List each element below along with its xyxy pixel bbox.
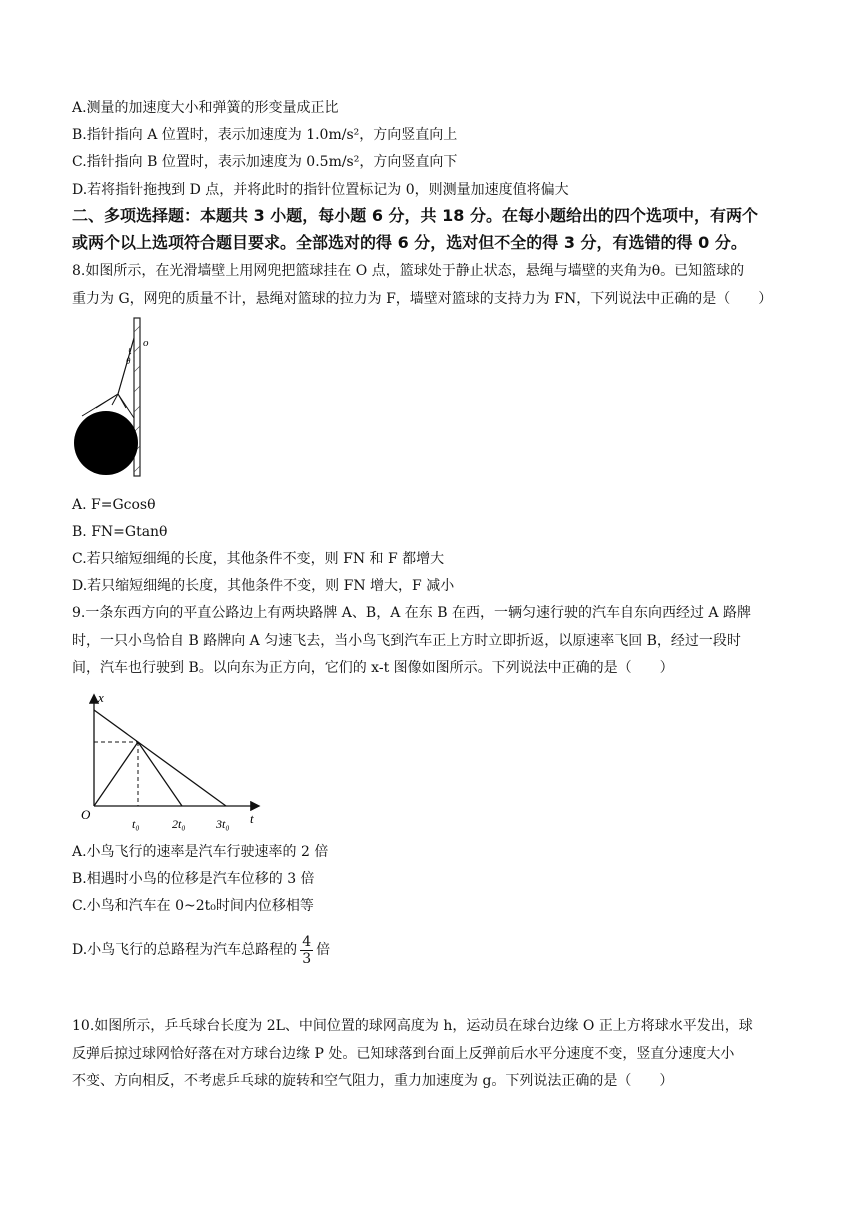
basketball bbox=[74, 411, 138, 475]
q8-option-d: D.若只缩短细绳的长度，其他条件不变，则 FN 增大，F 减小 bbox=[72, 578, 455, 594]
q9-stem-line3: 间，汽车也行驶到 B。以向东为正方向，它们的 x-t 图像如图所示。下列说法中正确的是（ ） bbox=[72, 660, 674, 676]
origin-label: O bbox=[81, 807, 91, 822]
fraction-4-3 bbox=[300, 934, 313, 967]
xt-graph bbox=[72, 686, 272, 834]
q8-option-c: C.若只缩短细绳的长度，其他条件不变，则 FN 和 F 都增大 bbox=[72, 551, 445, 567]
x-axis-label: t bbox=[250, 811, 254, 826]
point-o-label: o bbox=[143, 337, 149, 349]
bird-return-line bbox=[138, 742, 182, 806]
q9-option-d-suffix: 倍 bbox=[316, 942, 331, 958]
fraction-denominator: 3 bbox=[302, 950, 312, 967]
q9-option-a: A.小鸟飞行的速率是汽车行驶速率的 2 倍 bbox=[72, 844, 329, 860]
basketball-figure bbox=[70, 312, 170, 484]
q9-stem-line1: 9.一条东西方向的平直公路边上有两块路牌 A、B，A 在东 B 在西，一辆匀速行驶的汽车自东向西经过 A 路牌 bbox=[72, 605, 751, 621]
car-line bbox=[94, 710, 226, 806]
q9-stem-line2: 时，一只小鸟恰自 B 路牌向 A 匀速飞去，当小鸟飞到汽车正上方时立即折返，以原速率飞回 B，经过一段时 bbox=[72, 633, 741, 649]
q10-stem-line2: 反弹后掠过球网恰好落在对方球台边缘 P 处。已知球落到台面上反弹前后水平分速度不变，竖直分速度大小 bbox=[72, 1046, 735, 1062]
tick-2t0: 2t₀ bbox=[172, 817, 186, 831]
rope bbox=[118, 338, 134, 394]
q9-option-d bbox=[72, 932, 330, 968]
q10-stem-line3: 不变、方向相反，不考虑乒乓球的旋转和空气阻力，重力加速度为 g。下列说法正确的是（ ） bbox=[72, 1073, 674, 1089]
q10-stem-line1: 10.如图所示，乒乓球台长度为 2L、中间位置的球网高度为 h，运动员在球台边缘 O 正上方将球水平发出，球 bbox=[72, 1018, 753, 1034]
fraction-numerator: 4 bbox=[302, 933, 312, 950]
q8-option-b: B. FN=Gtanθ bbox=[72, 524, 168, 540]
q7-option-a: A.测量的加速度大小和弹簧的形变量成正比 bbox=[72, 100, 339, 116]
tick-t0: t₀ bbox=[132, 817, 140, 831]
theta-label: θ bbox=[126, 356, 131, 366]
q9-option-d-prefix: D.小鸟飞行的总路程为汽车总路程的 bbox=[72, 942, 298, 958]
q8-stem-line2: 重力为 G，网兜的质量不计，悬绳对篮球的拉力为 F，墙壁对篮球的支持力为 FN，下列说法中正确的是（ ） bbox=[72, 291, 773, 307]
q9-option-c: C.小鸟和汽车在 0~2t₀时间内位移相等 bbox=[72, 898, 314, 914]
q8-stem-line1: 8.如图所示，在光滑墙壁上用网兜把篮球挂在 O 点，篮球处于静止状态，悬绳与墙壁的夹角为θ。已知篮球的 bbox=[72, 263, 745, 279]
q7-option-d: D.若将指针拖拽到 D 点，并将此时的指针位置标记为 0，则测量加速度值将偏大 bbox=[72, 182, 569, 198]
tick-3t0: 3t₀ bbox=[216, 817, 230, 831]
q7-option-c: C.指针指向 B 位置时，表示加速度为 0.5m/s²，方向竖直向下 bbox=[72, 154, 458, 170]
section-heading-line2: 或两个以上选项符合题目要求。全部选对的得 6 分，选对但不全的得 3 分，有选错的得 0 分。 bbox=[72, 233, 747, 252]
y-axis-label: x bbox=[98, 690, 104, 705]
q9-option-b: B.相遇时小鸟的位移是汽车位移的 3 倍 bbox=[72, 871, 315, 887]
bird-outbound-line bbox=[94, 742, 138, 806]
section-heading-line1: 二、多项选择题：本题共 3 小题，每小题 6 分，共 18 分。在每小题给出的四个选项中，有两个 bbox=[72, 206, 758, 225]
q8-option-a: A. F=Gcosθ bbox=[72, 497, 156, 513]
q7-option-b: B.指针指向 A 位置时，表示加速度为 1.0m/s²，方向竖直向上 bbox=[72, 127, 458, 143]
